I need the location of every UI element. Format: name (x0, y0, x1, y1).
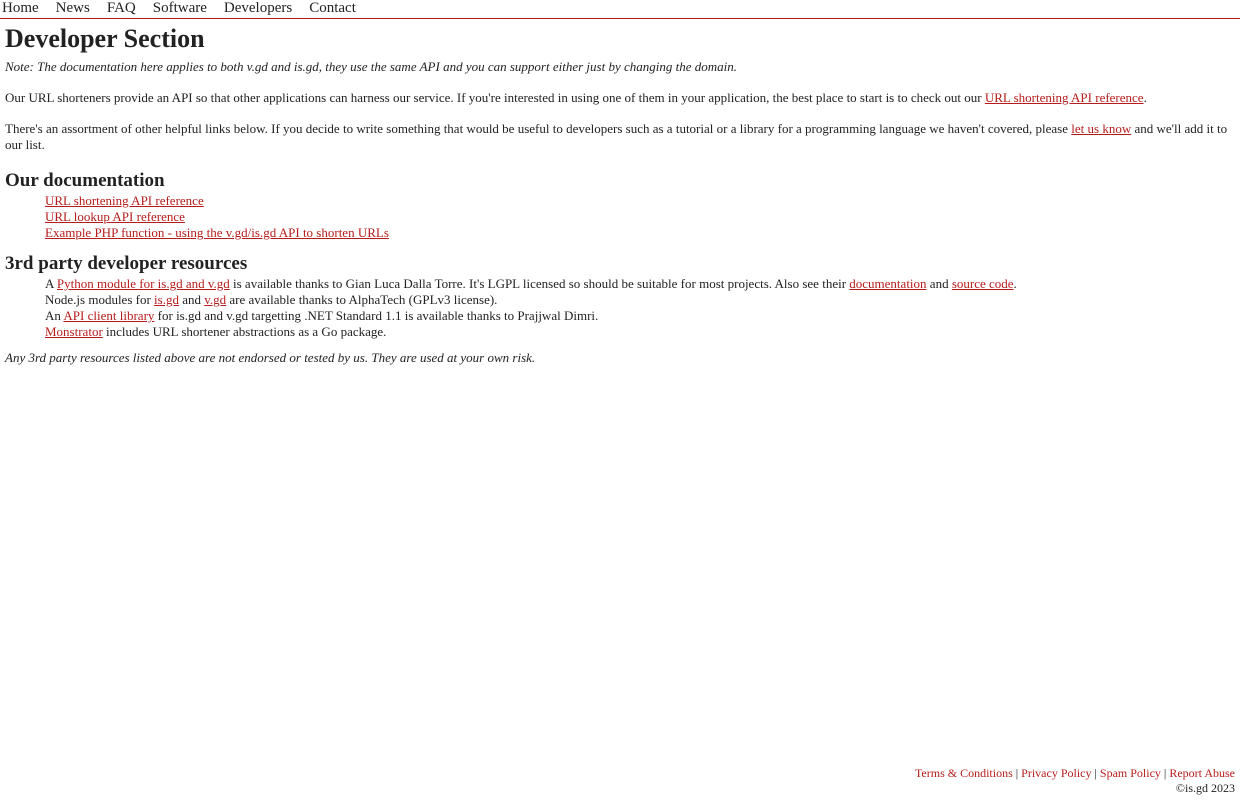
list-item (45, 225, 1235, 241)
node-and: and (178, 292, 205, 307)
resources-end: and we'll add it to our list. (5, 121, 1228, 152)
main-content (0, 23, 1240, 366)
footer (915, 766, 1235, 796)
list-item (45, 324, 1235, 340)
page-title: Developer Section (5, 24, 205, 53)
node-isgd-link[interactable]: is.gd (154, 292, 179, 307)
api-client-end: for is.gd and v.gd targetting .NET Standard 1.1 is available thanks to Prajjwal Dimri. (154, 308, 599, 323)
monstrator-link[interactable]: Monstrator (45, 324, 103, 339)
nav-contact[interactable]: Contact (309, 0, 356, 16)
nav-faq[interactable]: FAQ (106, 0, 136, 16)
list-item (45, 209, 1235, 225)
footer-links (915, 766, 1235, 781)
docs-lookup-api-link[interactable]: URL lookup API reference (45, 209, 185, 224)
footer-terms-link[interactable]: Terms & Conditions (914, 766, 1013, 780)
nav-news[interactable]: News (55, 0, 90, 16)
python-documentation-link[interactable]: documentation (849, 276, 927, 291)
intro-end: . (1143, 90, 1147, 105)
resources-text: There's an assortment of other helpful links below. If you decide to write something that would be useful to developers such as a tutorial or a library for a programming language we haven't covered, please (5, 121, 1072, 136)
intro-paragraph (5, 90, 1235, 106)
intro-api-reference-link[interactable]: URL shortening API reference (984, 90, 1144, 105)
monstrator-end: includes URL shortener abstractions as a Go package. (102, 324, 387, 339)
footer-spam-policy-link[interactable]: Spam Policy (1099, 766, 1161, 780)
list-item (45, 276, 1235, 292)
footer-report-abuse-link[interactable]: Report Abuse (1169, 766, 1235, 780)
docs-shortening-api-link[interactable]: URL shortening API reference (45, 193, 204, 208)
list-item (45, 292, 1235, 308)
footer-copyright: ©is.gd 2023 (1175, 781, 1235, 795)
resources-paragraph (5, 121, 1235, 153)
footer-privacy-link[interactable]: Privacy Policy (1021, 766, 1092, 780)
nav-developers[interactable]: Developers (223, 0, 293, 16)
python-mid: is available thanks to Gian Luca Dalla Torre. It's LGPL licensed so should be suitable for most projects. Also see their (229, 276, 850, 291)
footer-separator: | (1091, 766, 1100, 780)
domain-note: Note: The documentation here applies to both v.gd and is.gd, they use the same API and you can support either just by changing the domain. (5, 59, 737, 74)
node-pre: Node.js modules for (45, 292, 155, 307)
node-vgd-link[interactable]: v.gd (204, 292, 227, 307)
python-source-code-link[interactable]: source code (951, 276, 1014, 291)
third-party-heading: 3rd party developer resources (5, 253, 248, 274)
node-end: are available thanks to AlphaTech (GPLv3 license). (226, 292, 498, 307)
nav-home[interactable]: Home (2, 0, 39, 16)
api-client-library-link[interactable]: API client library (63, 308, 155, 323)
nav-software[interactable]: Software (152, 0, 207, 16)
list-item (45, 308, 1235, 324)
intro-text: Our URL shorteners provide an API so that other applications can harness our service. If you're interested in using one of them in your application, the best place to start is to check out our (5, 90, 985, 105)
python-module-link[interactable]: Python module for is.gd and v.gd (56, 276, 230, 291)
python-end: . (1013, 276, 1017, 291)
python-and: and (926, 276, 952, 291)
footer-separator: | (1012, 766, 1022, 780)
docs-php-example-link[interactable]: Example PHP function - using the v.gd/is.gd API to shorten URLs (45, 225, 389, 240)
python-pre: A (45, 276, 57, 291)
list-item (45, 193, 1235, 209)
third-party-list (5, 276, 1235, 340)
docs-heading: Our documentation (5, 170, 165, 191)
let-us-know-link[interactable]: let us know (1071, 121, 1132, 136)
api-client-pre: An (45, 308, 64, 323)
top-navigation (0, 0, 1240, 19)
footer-separator: | (1160, 766, 1170, 780)
third-party-disclaimer: Any 3rd party resources listed above are not endorsed or tested by us. They are used at your own risk. (5, 350, 536, 365)
docs-list (5, 193, 1235, 241)
